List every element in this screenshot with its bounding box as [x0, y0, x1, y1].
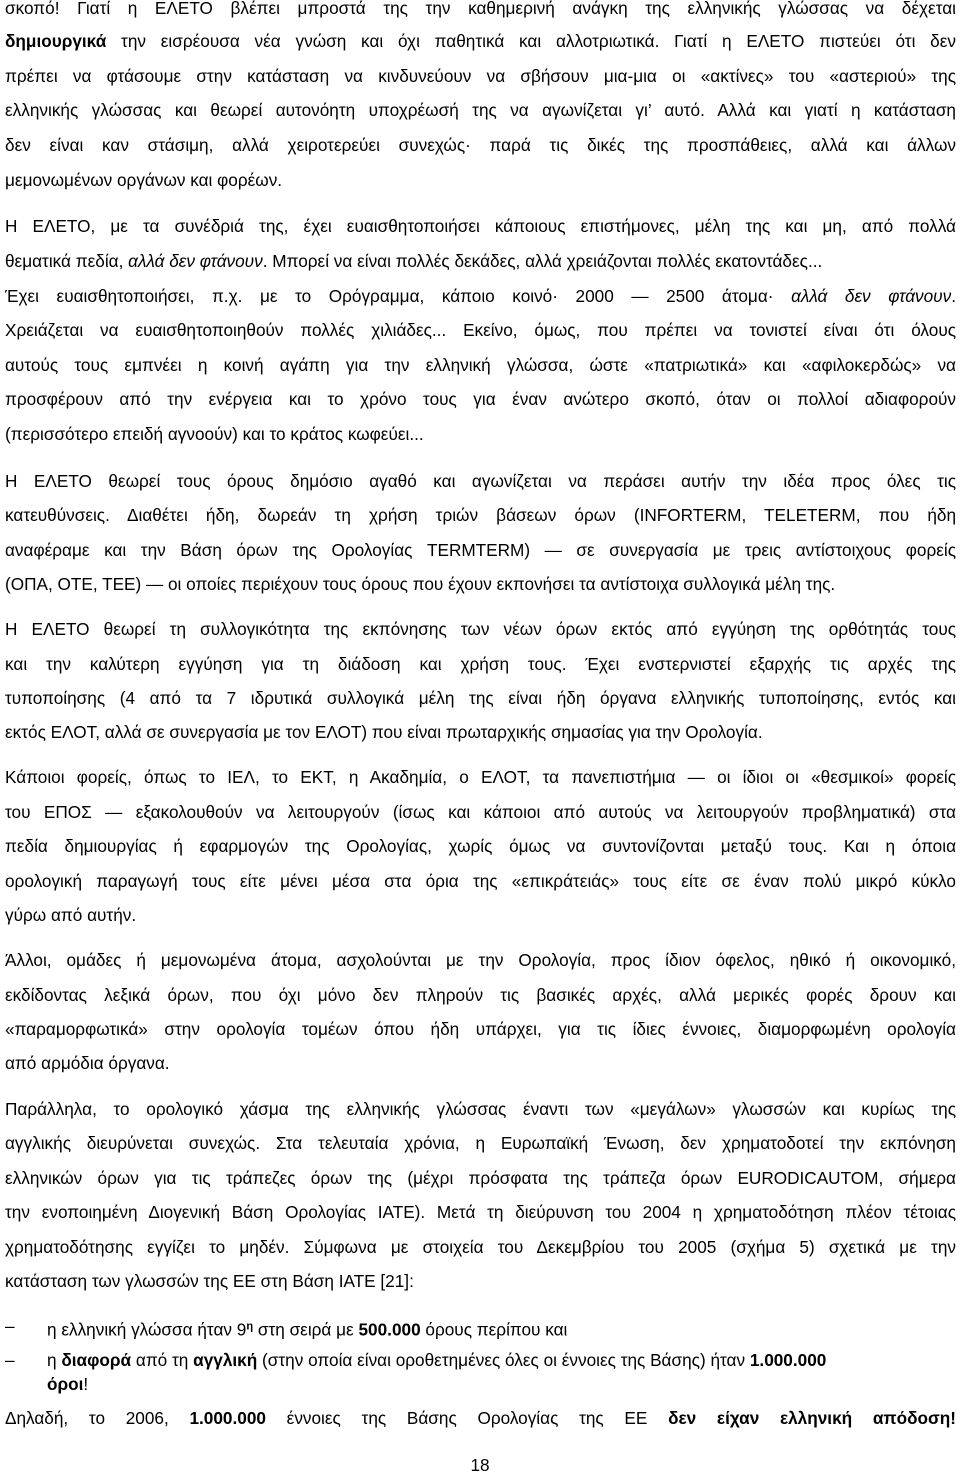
text-line: μεμονωμένων οργάνων και φορέων.: [5, 170, 283, 190]
document-page: σκοπό! Γιατί η ΕΛΕΤΟ βλέπει μπροστά της την καθημερινή ανάγκη της ελληνικής γλώσσας να δέχεται δημιουργικά την εισρέουσα νέα γνώση και όχι παθητικά και αλλοτριωτικά. Γιατί η ΕΛΕΤΟ πιστεύει ότι δεν πρέπει να φτάσουμε στην κατάσταση να κινδυνεύουν να σβήσουν μια-μια οι «ακτίνες» του «αστεριού» της ελληνικής γλώσσας και θεωρεί αυτονόητη υποχρέωσή της να αγωνίζεται γι’ αυτό. Αλλά και γιατί η κατάσταση δεν είναι καν στάσιμη, αλλά χειροτερεύει συνεχώς· παρά τις δικές της προσπάθειες, αλλά και άλλων μεμονωμένων οργάνων και φορέων. Η ΕΛΕΤΟ, με τα συνέδριά της, έχει ευαισθητοποιήσει κάποιους επιστήμονες, μέλη της και μη, από πολλά θεματικά πεδία, αλλά δεν φτάνουν. Μπορεί να είναι πολλές δεκάδες, αλλά χρειάζονται πολλές εκατοντάδες... Έχει ευαισθητοποιήσει, π.χ. με το Ορόγραμμα, κάποιο κοινό· 2000 — 2500 άτομα· αλλά δεν φτάνουν. Χρειάζεται να ευαισθητοποιηθούν πολλές χιλιάδες... Εκείνο, όμως, που πρέπει να τονιστεί είναι ότι όλους αυτούς τους εμπνέει η κοινή αγάπη για την ελληνική γλώσσα, ώστε «πατριωτικά» και «αφιλοκερδώς» να προσφέρουν από την ενέργεια και το χρόνο τους για έναν ανώτερο σκοπό, όταν οι πολλοί αδιαφορούν (περισσότερο επειδή αγνοούν) και το κράτος κωφεύει... Η ΕΛΕΤΟ θεωρεί τους όρους δημόσιο αγαθό και αγωνίζεται να περάσει αυτήν την ιδέα προς όλες τις κατευθύνσεις. Διαθέτει ήδη, δωρεάν τη χρήση τριών βάσεων όρων (INFORTERM, TELETERM, που ήδη αναφέραμε και την Βάση όρων της Ορολογίας TERMTERM) — σε συνεργασία με τρεις αντίστοιχους φορείς (ΟΠΑ, ΟΤΕ, ΤΕΕ) — οι οποίες περιέχουν τους όρους που έχουν εκπονήσει τα αντίστοιχα συλλογικά μέλη της. Η ΕΛΕΤΟ θεωρεί τη συλλογικότητα της εκπόνησης των νέων όρων εκτός από εγγύηση της ορθότητάς τους και την καλύτερη εγγύηση για τη διάδοση και χρήση τους. Έχει ενστερνιστεί εξαρχής τις αρχές της τυποποίησης (4 από τα 7 ιδρυτικά συλλογικά μέλη της είναι ήδη όργανα ελληνικής τυποποίησης, εντός και εκτός ΕΛΟΤ, αλλά σε συνεργασία με τον ΕΛΟΤ) που είναι πρωταρχικής σημασίας για την Ορολογία. Κάποιοι φορείς, όπως το ΙΕΛ, το ΕΚΤ, η Ακαδημία, ο ΕΛΟΤ, τα πανεπιστήμια — οι ίδιοι οι «θεσμικοί» φορείς του ΕΠΟΣ — εξακολουθούν να λειτουργούν (ίσως και κάποιοι από αυτούς να λειτουργούν προβληματικά) στα πεδία δημιουργίας ή εφαρμογών της Ορολογίας, χωρίς όμως να συντονίζονται μεταξύ τους. Και η όποια ορολογική παραγωγή τους είτε μένει μέσα στα όρια της «επικράτειάς» τους είτε σε έναν πολύ μικρό κύκλο γύρω από αυτήν. Άλλοι, ομάδες ή μεμονωμένα άτομα, ασχολούνται με την Ορολογία, προς ίδιον όφελος, ηθικό ή οικονομικό, εκδίδοντας λεξικά όρων, που όχι μόνο δεν πληρούν τις βασικές αρχές, αλλά μερικές φορές δρουν και «παραμορφωτικά» στην ορολογία τομέων όπου ήδη υπάρχει, για τις ίδιες έννοιες, διαμορφωμένη ορολογία από αρμόδια όργανα. Παράλληλα, το ορολογικό χάσμα της ελληνικής γλώσσας έναντι των «μεγάλων» γλωσσών και κυρίως της αγγλικής διευρύνεται συνεχώς. Στα τελευταία χρόνια, η Ευρωπαϊκή Ένωση, δεν χρηματοδοτεί την εκπόνηση ελληνικών όρων για τις τράπεζες όρων της (μέχρι πρόσφατα της τράπεζα όρων EURODICAUTOM, σήμερα την ενοποιημένη Διογενική Βάση Ορολογίας ΙΑΤΕ). Μετά τη διεύρυνση του 2004 η χρηματοδότηση πλέον τέτοιας χρηματοδότησης εγγίζει το μηδέν. Σύμφωνα με στοιχεία του Δεκεμβρίου του 2005 (σχήμα 5) σχετικά με την κατάσταση των γλωσσών της ΕΕ στη Βάση ΙΑΤΕ [21]: – η ελληνική γλώσσα ήταν $9^\eta$ στη σειρά με 500.000 όρους περίπου και – η διαφορά από τη αγγλική (στην οποία είναι οροθετημένες όλες οι έννοιες της Βάσης) ήταν 1.000.000 όροι! Δηλαδή, το 2006, 1.000.000 έννοιες της Βάσης Ορολογίας της ΕΕ δεν είχαν ελληνική απόδοση! 18: [0, 0, 960, 1474]
text-line: Χρειάζεται να ευαισθητοποιηθούν πολλές χιλιάδες... Εκείνο, όμως, που πρέπει να τονιστεί είναι ότι όλους: [5, 320, 956, 340]
text-line: κατευθύνσεις. Διαθέτει ήδη, δωρεάν τη χρήση τριών βάσεων όρων (INFORTERM, TELETERM, που ήδη: [5, 505, 956, 525]
text-line: χρηματοδότησης εγγίζει το μηδέν. Σύμφωνα με στοιχεία του Δεκεμβρίου του 2005 (σχήμα 5) σχετικά με την: [5, 1237, 956, 1257]
text-line: Η ΕΛΕΤΟ, με τα συνέδριά της, έχει ευαισθητοποιήσει κάποιους επιστήμονες, μέλη της και μη, από πολλά: [5, 216, 956, 236]
text-line: «παραμορφωτικά» στην ορολογία τομέων όπου ήδη υπάρχει, για τις ίδιες έννοιες, διαμορφωμένη ορολογία: [5, 1019, 956, 1039]
text-line: προσφέρουν από την ενέργεια και το χρόνο τους για έναν ανώτερο σκοπό, όταν οι πολλοί αδιαφορούν: [5, 389, 956, 409]
text-line: κατάσταση των γλωσσών της ΕΕ στη Βάση ΙΑΤΕ [21]:: [5, 1271, 414, 1291]
bold-text: δημιουργικά: [5, 31, 107, 51]
text-line: ελληνικών όρων για τις τράπεζες όρων της (μέχρι πρόσφατα της τράπεζα όρων EURODICAUTOM, σήμερα: [5, 1168, 956, 1188]
text-line: και την καλύτερη εγγύηση για τη διάδοση και χρήση τους. Έχει ενστερνιστεί εξαρχής τις αρχές της: [5, 654, 956, 674]
text-line: Η ΕΛΕΤΟ θεωρεί τους όρους δημόσιο αγαθό και αγωνίζεται να περάσει αυτήν την ιδέα προς όλες τις: [5, 471, 956, 491]
text-line: δεν είναι καν στάσιμη, αλλά χειροτερεύει συνεχώς· παρά τις δικές της προσπάθειες, αλλά και άλλων: [5, 135, 956, 155]
text-line: πεδία δημιουργίας ή εφαρμογών της Ορολογίας, χωρίς όμως να συντονίζονται μεταξύ τους. Και η όποια: [5, 836, 956, 856]
text-line: σκοπό! Γιατί η ΕΛΕΤΟ βλέπει μπροστά της την καθημερινή ανάγκη της ελληνικής γλώσσας να δέχεται: [5, 0, 956, 18]
text-line: αναφέραμε και την Βάση όρων της Ορολογίας TERMTERM) — σε συνεργασία με τρεις αντίστοιχους φορείς: [5, 540, 957, 560]
text-line: εκτός ΕΛΟΤ, αλλά σε συνεργασία με τον ΕΛΟΤ) που είναι πρωταρχικής σημασίας για την Ορολογία.: [5, 722, 763, 742]
text-line: Δηλαδή, το 2006, 1.000.000 έννοιες της Βάσης Ορολογίας της ΕΕ δεν είχαν ελληνική απόδοση!: [5, 1408, 956, 1428]
text-line: την ενοποιημένη Διογενική Βάση Ορολογίας ΙΑΤΕ). Μετά τη διεύρυνση του 2004 η χρηματοδότηση πλέον τέτοιας: [5, 1202, 956, 1222]
text-line: Κάποιοι φορείς, όπως το ΙΕΛ, το ΕΚΤ, η Ακαδημία, ο ΕΛΟΤ, τα πανεπιστήμια — οι ίδιοι οι «θεσμικοί» φορείς: [5, 767, 956, 787]
text-line: εκδίδοντας λεξικά όρων, που όχι μόνο δεν πληρούν τις βασικές αρχές, αλλά μερικές φορές δρουν και: [5, 985, 956, 1005]
dash-bullet: –: [5, 1316, 15, 1336]
page-number: 18: [470, 1455, 490, 1475]
text-line: από αρμόδια όργανα.: [5, 1053, 170, 1073]
text-line: ορολογική παραγωγή τους είτε μένει μέσα στα όρια της «επικράτειάς» τους είτε σε έναν πολύ μικρό κύκλο: [5, 871, 956, 891]
italic-text: αλλά δεν φτάνουν: [791, 286, 952, 306]
text-line: αγγλικής διευρύνεται συνεχώς. Στα τελευταία χρόνια, η Ευρωπαϊκή Ένωση, δεν χρηματοδοτεί την εκπόνηση: [5, 1133, 956, 1153]
text-line: Έχει ευαισθητοποιήσει, π.χ. με το Ορόγραμμα, κάποιο κοινό· 2000 — 2500 άτομα· αλλά δεν φτάνουν.: [5, 286, 956, 306]
dash-bullet: –: [5, 1350, 15, 1370]
italic-text: αλλά δεν φτάνουν: [128, 251, 263, 271]
text-line: τυποποίησης (4 από τα 7 ιδρυτικά συλλογικά μέλη της είναι ήδη όργανα ελληνικής τυποποίησης, εντός και: [5, 688, 956, 708]
text-line: ελληνικής γλώσσας και θεωρεί αυτονόητη υποχρέωσή της να αγωνίζεται γι’ αυτό. Αλλά και γιατί η κατάσταση: [5, 100, 956, 120]
text-line: γύρω από αυτήν.: [5, 905, 137, 925]
text-line: Η ΕΛΕΤΟ θεωρεί τη συλλογικότητα της εκπόνησης των νέων όρων εκτός από εγγύηση της ορθότητάς τους: [5, 619, 956, 639]
text-line: δημιουργικά την εισρέουσα νέα γνώση και όχι παθητικά και αλλοτριωτικά. Γιατί η ΕΛΕΤΟ πιστεύει ότι δεν: [5, 31, 956, 51]
text-line: Άλλοι, ομάδες ή μεμονωμένα άτομα, ασχολούνται με την Ορολογία, προς ίδιον όφελος, ηθικό ή οικονομικό,: [5, 950, 956, 970]
text-line: θεματικά πεδία, αλλά δεν φτάνουν. Μπορεί να είναι πολλές δεκάδες, αλλά χρειάζονται πολλές εκατοντάδες...: [5, 251, 823, 271]
text-line: (ΟΠΑ, ΟΤΕ, ΤΕΕ) — οι οποίες περιέχουν τους όρους που έχουν εκπονήσει τα αντίστοιχα συλλογικά μέλη της.: [5, 574, 836, 594]
text-line: πρέπει να φτάσουμε στην κατάσταση να κινδυνεύουν να σβήσουν μια-μια οι «ακτίνες» του «αστεριού» της: [5, 66, 956, 86]
text-line: Παράλληλα, το ορολογικό χάσμα της ελληνικής γλώσσας έναντι των «μεγάλων» γλωσσών και κυρίως της: [5, 1099, 956, 1119]
list-item-continuation: όροι!: [47, 1374, 89, 1394]
text-line: του ΕΠΟΣ — εξακολουθούν να λειτουργούν (ίσως και κάποιοι από αυτούς να λειτουργούν προβληματικά) στα: [5, 802, 956, 822]
text-line: (περισσότερο επειδή αγνοούν) και το κράτος κωφεύει...: [5, 424, 424, 444]
text-line: αυτούς τους εμπνέει η κοινή αγάπη για την ελληνική γλώσσα, ώστε «πατριωτικά» και «αφιλοκερδώς» να: [5, 355, 956, 375]
